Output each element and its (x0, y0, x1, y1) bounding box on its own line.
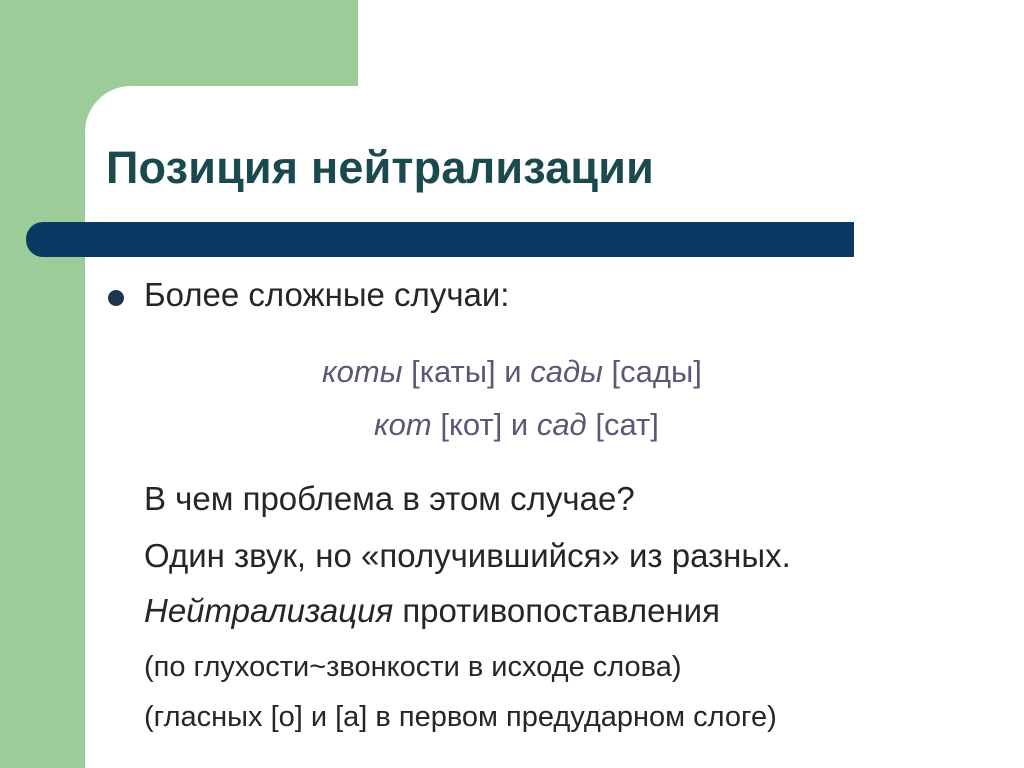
example-word: сад (536, 407, 587, 442)
bullet-text: Более сложные случаи: (144, 276, 510, 313)
note-line-1: (по глухости~звонкости в исходе слова) (144, 651, 682, 683)
note-line-2: (гласных [о] и [а] в первом предударном слоге) (144, 701, 777, 733)
example-word: коты (322, 354, 403, 389)
bullet-dot-icon (108, 290, 124, 306)
example-word: кот (374, 407, 432, 442)
term-line (144, 592, 720, 630)
answer-line: Один звук, но «получившийся» из разных. (144, 537, 791, 574)
term-rest: противопоставления (402, 592, 720, 629)
example-line-2 (374, 407, 659, 443)
example-transcription: [каты] (411, 354, 496, 389)
example-conjunction: и (504, 354, 522, 389)
example-line-1 (322, 354, 702, 390)
example-transcription: [сады] (611, 354, 702, 389)
example-conjunction: и (510, 407, 529, 442)
slide-title: Позиция нейтрализации (106, 142, 655, 193)
example-transcription: [сат] (595, 407, 659, 442)
question-line: В чем проблема в этом случае? (144, 480, 635, 517)
title-underline-bar (26, 222, 854, 257)
example-transcription: [кот] (440, 407, 503, 442)
example-word: сады (530, 354, 603, 389)
term-italic: Нейтрализация (144, 592, 394, 629)
